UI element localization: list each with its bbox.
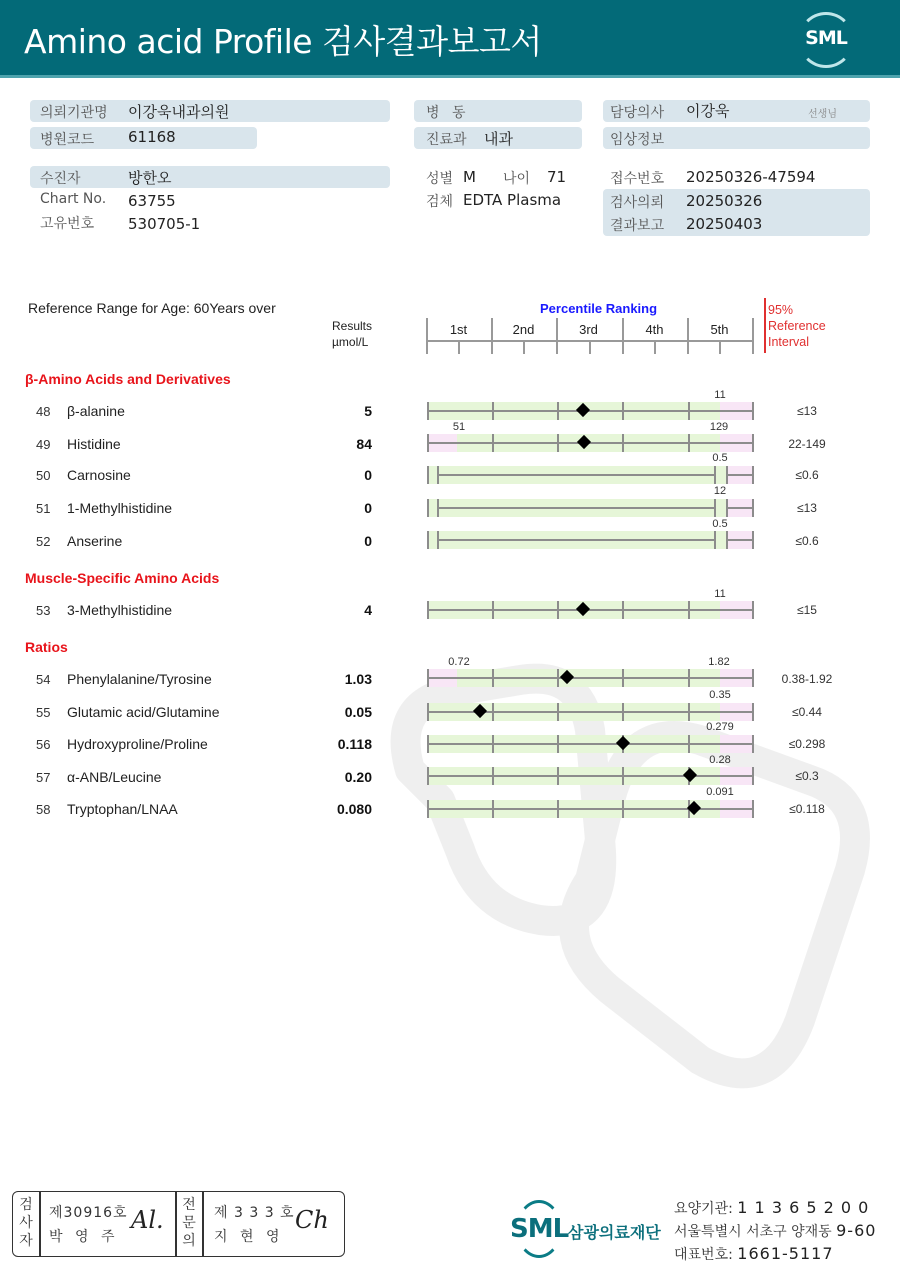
result-marker	[560, 670, 574, 684]
institution-value: 이강욱내과의원	[128, 103, 230, 121]
quintile-1: 1st	[449, 322, 468, 337]
reference-age: Reference Range for Age: 60Years over	[28, 300, 276, 316]
percentile-scale	[426, 318, 754, 354]
examiner-no: 제30916호	[49, 1205, 128, 1221]
specialist-no: 제 3 3 3 호	[214, 1205, 295, 1221]
sex-label: 성별	[426, 171, 454, 187]
chart-no-value: 63755	[128, 192, 176, 210]
ref-interval-divider	[764, 298, 766, 353]
department-value: 내과	[484, 130, 513, 148]
quintile-4: 4th	[645, 322, 664, 337]
section-muscle-specific: Muscle-Specific Amino Acids	[25, 570, 220, 586]
report-header	[0, 0, 900, 78]
ref-interval-title: 95% Reference Interval	[768, 303, 826, 349]
address: 서울특별시 서초구 양재동 9-60	[674, 1221, 877, 1240]
sml-footer-logo: SML 삼광의료재단	[508, 1200, 668, 1258]
specialist-name: 지 현 영	[214, 1229, 281, 1245]
specimen-value: EDTA Plasma	[463, 191, 562, 209]
results-header: Results µmol/L	[332, 319, 373, 349]
examiner-name: 박 영 주	[49, 1229, 116, 1245]
percentile-title: Percentile Ranking	[540, 301, 658, 316]
signature-box	[12, 1191, 345, 1257]
specialist-signature: Ch	[295, 1206, 329, 1234]
quintile-2: 2nd	[512, 322, 535, 337]
hospital-code-value: 61168	[128, 128, 176, 146]
hospital-code-label: 병원코드	[40, 132, 95, 148]
report-title: Amino acid Profile 검사결과보고서	[24, 22, 542, 61]
result-marker	[616, 736, 630, 750]
age-value: 71	[547, 168, 567, 186]
org-name: 삼광의료재단	[568, 1223, 661, 1242]
unique-no-value: 530705-1	[128, 215, 201, 233]
result-marker	[683, 768, 697, 782]
result-marker	[576, 602, 590, 616]
quintile-3: 3rd	[579, 322, 598, 337]
doctor-value: 이강욱	[686, 102, 730, 120]
section-ratios: Ratios	[25, 639, 68, 655]
result-marker	[577, 435, 591, 449]
sml-logo: SML	[798, 12, 854, 68]
examiner-signature: Al.	[131, 1206, 164, 1234]
specimen-label: 검체	[426, 194, 454, 210]
report-date-label: 결과보고	[610, 218, 665, 234]
report-date-value: 20250403	[686, 215, 763, 233]
care-institution: 요양기관: 1 1 3 6 5 2 0 0	[674, 1198, 870, 1217]
patient-label: 수진자	[40, 171, 81, 187]
receipt-no-label: 접수번호	[610, 171, 665, 187]
clinical-info-label: 임상정보	[610, 132, 665, 148]
department-label: 진료과	[426, 132, 467, 148]
result-marker	[576, 403, 590, 417]
doctor-suffix: 선생님	[808, 109, 837, 120]
quintile-5: 5th	[710, 322, 729, 337]
specialist-label: 전 문 의	[182, 1197, 196, 1249]
receipt-no-value: 20250326-47594	[686, 168, 816, 186]
examiner-label: 검 사 자	[19, 1197, 33, 1249]
age-label: 나이	[503, 171, 531, 187]
patient-name: 방한오	[128, 169, 172, 187]
request-date-value: 20250326	[686, 192, 763, 210]
request-date-label: 검사의뢰	[610, 195, 665, 211]
section-beta-amino: β-Amino Acids and Derivatives	[25, 371, 231, 387]
ward-label: 병 동	[426, 105, 466, 121]
unique-no-label: 고유번호	[40, 216, 95, 232]
sex-value: M	[463, 168, 476, 186]
doctor-label: 담당의사	[610, 105, 665, 121]
institution-label: 의뢰기관명	[40, 105, 108, 121]
result-marker	[473, 704, 487, 718]
chart-no-label: Chart No.	[40, 191, 107, 207]
phone: 대표번호: 1661-5117	[674, 1244, 834, 1263]
